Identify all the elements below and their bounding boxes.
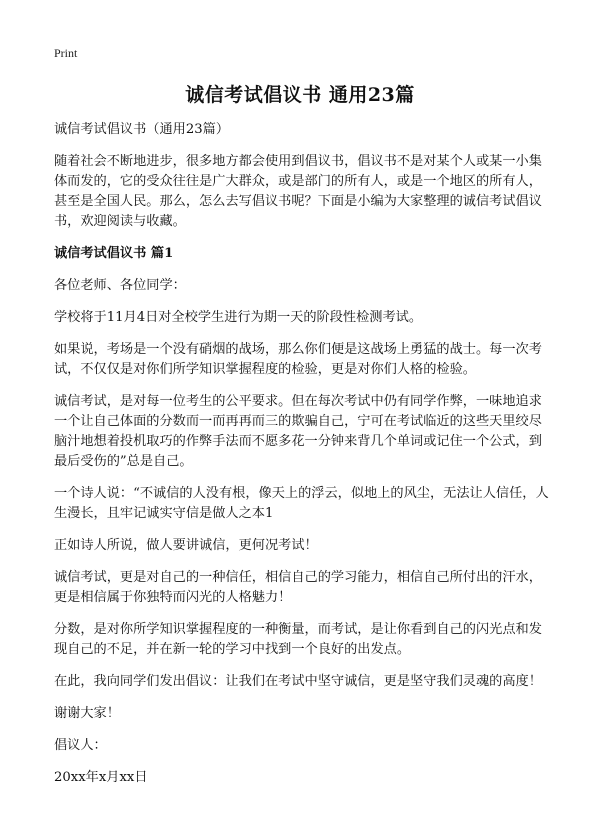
paragraph: 正如诗人所说，做人要讲诚信，更何况考试！: [54, 538, 318, 553]
paragraph: 诚信考试，是对每一位考生的公平要求。但在每次考试中仍有同学作弊，一味地追求一个让自己体面的分数而一而再再而三的欺骗自己，宁可在考试临近的这些天里绞尽脑汁地想着投机取巧的作弊手法而不愿多花一分钟来背几个单词或记住一个公式，到最后受伤的”总是自己。: [54, 394, 542, 469]
paragraph: 各位老师、各位同学：: [54, 278, 186, 293]
print-link[interactable]: Print: [54, 46, 78, 60]
section-heading: 诚信考试倡议书 篇1: [54, 246, 174, 261]
paragraph: 学校将于11月4日对全校学生进行为期一天的阶段性检测考试。: [54, 310, 423, 325]
paragraph: 谢谢大家！: [54, 706, 120, 721]
page-title: 诚信考试倡议书 通用23篇: [185, 84, 415, 106]
signature-label: 倡议人：: [54, 738, 107, 753]
intro-paragraph: 随着社会不断地进步，很多地方都会使用到倡议书，倡议书不是对某个人或某一小集体而发的，它的受众往往是广大群众，或是部门的所有人，或是一个地区的所有人，甚至是全国人民。那么，怎么去写倡议书呢？下面是小编为大家整理的诚信考试倡议书，欢迎阅读与收藏。: [54, 154, 542, 229]
paragraph: 分数，是对你所学知识掌握程度的一种衡量，而考试，是让你看到自己的闪光点和发现自己的不足，并在新一轮的学习中找到一个良好的出发点。: [54, 622, 542, 657]
paragraph: 如果说，考场是一个没有硝烟的战场，那么你们便是这战场上勇猛的战士。每一次考试，不仅仅是对你们所学知识掌握程度的检验，更是对你们人格的检验。: [54, 342, 542, 377]
paragraph: 诚信考试，更是对自己的一种信任，相信自己的学习能力，相信自己所付出的汗水，更是相信属于你独特而闪光的人格魅力！: [54, 570, 542, 605]
paragraph: 一个诗人说：“不诚信的人没有根，像天上的浮云，似地上的风尘，无法让人信任，人生漫长，且牢记诚实守信是做人之本1: [54, 486, 549, 521]
article-subtitle: 诚信考试倡议书（通用23篇）: [54, 122, 230, 137]
date-line: 20xx年x月xx日: [54, 770, 148, 785]
paragraph: 在此，我向同学们发出倡议：让我们在考试中坚守诚信，更是坚守我们灵魂的高度！: [54, 674, 542, 689]
article-body: [54, 120, 550, 800]
